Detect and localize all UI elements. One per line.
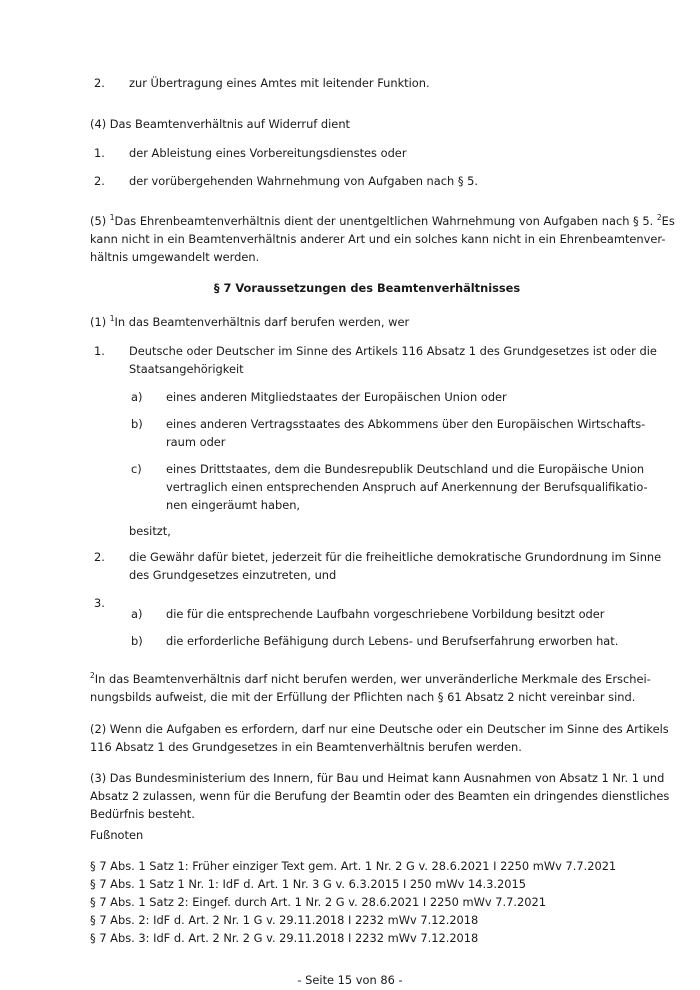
footnote-item: § 7 Abs. 1 Satz 1 Nr. 1: IdF d. Art. 1 Nr. 3 G v. 6.3.2015 I 250 mWv 14.3.2015 [90,877,526,891]
sublist-text: eines Drittstaates, dem die Bundesrepublik Deutschland und die Europäische Union [166,462,645,476]
abs2-line1: (2) Wenn die Aufgaben es erfordern, darf nur eine Deutsche oder ein Deutscher im Sinne des Artikels [90,722,669,736]
list-number: 2. [94,76,105,90]
sublist-text: nen eingeräumt haben, [166,498,301,512]
sublist-label: a) [131,607,143,621]
list-item-text: zur Übertragung eines Amtes mit leitender Funktion. [129,76,430,90]
abs2-line2: 116 Absatz 1 des Grundgesetzes in ein Beamtenverhältnis berufen werden. [90,740,522,754]
footnote-item: § 7 Abs. 2: IdF d. Art. 2 Nr. 1 G v. 29.11.2018 I 2232 mWv 7.12.2018 [90,913,479,927]
section-heading: § 7 Voraussetzungen des Beamtenverhältnisses [213,281,521,295]
list-number: 2. [94,550,105,564]
list-number: 1. [94,344,105,358]
list-item-text: der vorübergehenden Wahrnehmung von Aufgaben nach § 5. [129,174,479,188]
sublist-label: b) [131,634,143,648]
paragraph-5-line2: kann nicht in ein Beamtenverhältnis anderer Art und ein solches kann nicht in ein Ehrenbeamtenver- [90,232,666,246]
paragraph-4-intro: (4) Das Beamtenverhältnis auf Widerruf dient [90,117,351,131]
sublist-label: b) [131,417,143,431]
sublist-text: vertraglich einen entsprechenden Anspruch auf Anerkennung der Berufsqualifikatio- [166,480,648,494]
sentence-number: 1 [109,314,115,323]
footnote-item: § 7 Abs. 3: IdF d. Art. 2 Nr. 2 G v. 29.11.2018 I 2232 mWv 7.12.2018 [90,931,479,945]
footnote-item: § 7 Abs. 1 Satz 1: Früher einziger Text gem. Art. 1 Nr. 2 G v. 28.6.2021 I 2250 mWv 7.7.2021 [90,859,617,873]
list-item-text: Deutsche oder Deutscher im Sinne des Artikels 116 Absatz 1 des Grundgesetzes ist oder die [129,344,657,358]
sublist-text: raum oder [166,435,226,449]
sentence-number: 2 [656,213,662,222]
paragraph-5-line3: hältnis umgewandelt werden. [90,250,260,264]
abs1-sentence2-line1: $^2$In das Beamtenverhältnis darf nicht berufen werden, wer unveränderliche Merkmale des Erschei- [90,671,651,686]
page-number: - Seite 15 von 86 - [297,973,403,987]
footnotes-heading: Fußnoten [90,828,144,842]
abs1-intro: (1) $^1$In das Beamtenverhältnis darf berufen werden, wer [90,314,410,329]
abs1-sentence2-line2: nungsbilds aufweist, die mit der Erfüllung der Pflichten nach § 61 Absatz 2 nicht vereinbar sind. [90,690,636,704]
sublist-label: c) [131,462,142,476]
list-item-text: der Ableistung eines Vorbereitungsdienstes oder [129,146,407,160]
sublist-text: eines anderen Mitgliedstaates der Europäischen Union oder [166,390,507,404]
abs3-line3: Bedürfnis besteht. [90,807,195,821]
footnote-item: § 7 Abs. 1 Satz 2: Eingef. durch Art. 1 Nr. 2 G v. 28.6.2021 I 2250 mWv 7.7.2021 [90,895,546,909]
list-number: 2. [94,174,105,188]
list-number: 3. [94,596,105,610]
list-number: 1. [94,146,105,160]
sublist-text: die erforderliche Befähigung durch Lebens- und Berufserfahrung erworben hat. [166,634,619,648]
sublist-text: die für die entsprechende Laufbahn vorgeschriebene Vorbildung besitzt oder [166,607,605,621]
sentence-number: 1 [109,213,115,222]
list-item-text: des Grundgesetzes einzutreten, und [129,568,337,582]
list-item-text: Staatsangehörigkeit [129,362,244,376]
list-item-text: besitzt, [129,524,171,538]
sentence-number: 2 [90,671,95,680]
sublist-text: eines anderen Vertragsstaates des Abkommens über den Europäischen Wirtschafts- [166,417,646,431]
sublist-label: a) [131,390,143,404]
list-item-text: die Gewähr dafür bietet, jederzeit für die freiheitliche demokratische Grundordnung im Sinne [129,550,662,564]
abs3-line1: (3) Das Bundesministerium des Innern, für Bau und Heimat kann Ausnahmen von Absatz 1 Nr. 1 und [90,771,665,785]
abs3-line2: Absatz 2 zulassen, wenn für die Berufung der Beamtin oder des Beamten ein dringendes dienstliches [90,789,670,803]
paragraph-5-line1: (5) $^1$Das Ehrenbeamtenverhältnis dient der unentgeltlichen Wahrnehmung von Aufgaben nach § 5. $^2$Es [90,213,675,228]
